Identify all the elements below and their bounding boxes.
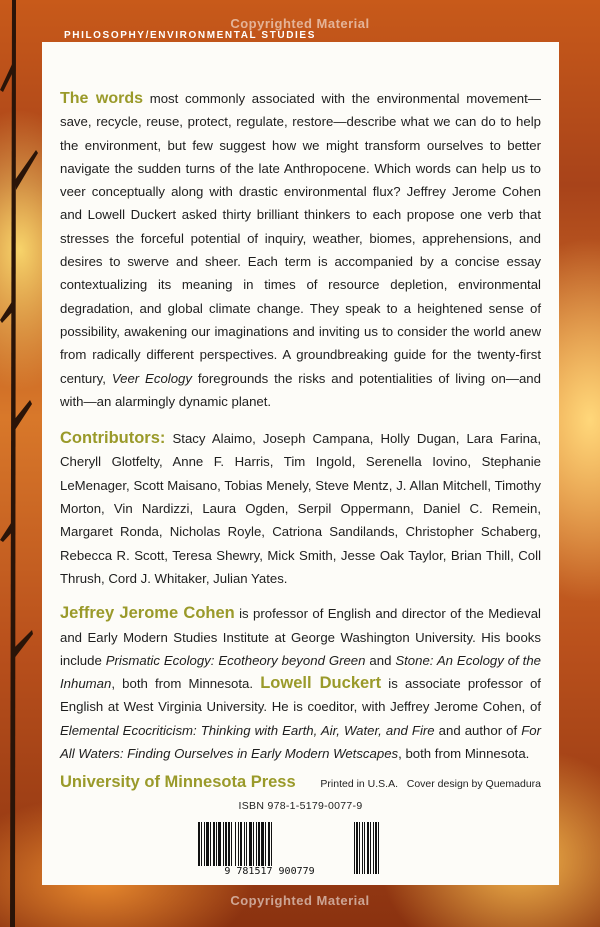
author-name-cohen: Jeffrey Jerome Cohen — [60, 604, 235, 623]
barcode-digits: 9 781517 900779 — [196, 866, 344, 877]
publisher-name: University of Minnesota Press — [60, 773, 296, 792]
barcode-bar — [370, 822, 371, 874]
barcode-bar — [240, 822, 242, 868]
barcode-bar — [362, 822, 363, 874]
barcode-bar — [271, 822, 272, 868]
author-bio-duckert-end: , both from Minnesota. — [398, 746, 530, 762]
barcode-bar — [216, 822, 217, 868]
author-bio-duckert: is associate professor of English at West Virginia University. He is coeditor, with Jeffrey Jerome Cohen, of — [60, 676, 541, 715]
authors-paragraph — [60, 602, 541, 765]
contributors-list: Stacy Alaimo, Joseph Campana, Holly Dugan, Lara Farina, Cheryll Glotfelty, Anne F. Harris, Tim Ingold, Serenella Iovino, Stephanie LeMenager, Scott Maisano, Tobias Menely, Steve Mentz, J. Allan Mitchell, Timothy Morton, Vin Nardizzi, Laura Ogden, Serpil Oppermann, Daniel C. Remein, Margaret Ronda, Nicholas Royle, Catriona Sandilands, Christopher Schaberg, Rebecca R. Scott, Teresa Shewry, Mick Smith, Jesse Oak Taylor, Brian Thill, Coll Thrush, Cord J. Whitaker, Julian Yates. — [60, 431, 541, 586]
barcode-bar — [367, 822, 369, 874]
book-prismatic-ecology: Prismatic Ecology: Ecotheory beyond Green — [105, 652, 366, 668]
and-connector: and — [365, 652, 396, 668]
barcode-bar — [246, 822, 247, 868]
watermark-top: Copyrighted Material — [230, 16, 370, 31]
barcode-bar — [375, 822, 377, 874]
barcode-bar — [198, 822, 200, 868]
author-bio-duckert-mid: and author of — [434, 722, 522, 738]
blurb-text: most commonly associated with the environmental movement—save, recycle, reuse, protect, regulate, restore—describe what we can do to help the environment, but few suggest how we might transform ourselves to better navigate the sudden turns of the late Anthropocene. Which words can help us to veer conceptually along with drastic environmental flux? Jeffrey Jerome Cohen and Lowell Duckert asked thirty brilliant thinkers to each propose one verb that stresses the forceful potential of inquiry, weather, biomes, apprehensions, and desires to swerve and sheer. Each term is accompanied by a concise essay contextualizing its meaning in times of resource depletion, environmental degradation, and global climate change. They speak to a heightened sense of possibility, awakening our imaginations and inviting us to consider the world anew from radically different perspectives. A groundbreaking guide for the twenty-first century, — [60, 91, 541, 386]
print-credits: Printed in U.S.A. Cover design by Quemadura — [320, 778, 541, 791]
barcode-bar — [261, 822, 264, 868]
barcode-bar — [256, 822, 257, 868]
barcode-bar — [210, 822, 211, 868]
book-title-italic: Veer Ecology — [111, 370, 192, 386]
author-bio-cohen: is professor of English and director of the Medieval and Early Modern Studies Institute at George Washington University. His books include — [60, 606, 541, 668]
publisher-row — [60, 773, 541, 792]
blurb-paragraph — [60, 87, 541, 413]
barcode-bar — [378, 822, 379, 874]
book-for-all-waters: For All Waters: Finding Ourselves in Early Modern Wetscapes — [60, 722, 541, 762]
barcode-bar — [354, 822, 355, 874]
isbn-text: ISBN 978-1-5179-0077-9 — [238, 800, 363, 813]
blurb-text-end: foregrounds the risks and potentialities of living on—and with—an alarmingly dynamic planet. — [60, 370, 541, 409]
back-cover-text-panel — [42, 42, 559, 885]
barcode-bar — [238, 822, 239, 868]
author-name-duckert: Lowell Duckert — [260, 674, 382, 693]
barcode-bar — [253, 822, 254, 868]
barcode-bar — [213, 822, 215, 868]
barcode-bar — [206, 822, 209, 868]
barcode-bar — [356, 822, 358, 874]
barcode-bar — [258, 822, 260, 868]
barcode-bar — [201, 822, 202, 868]
contributors-paragraph — [60, 427, 541, 590]
barcode-bar — [235, 822, 236, 868]
barcode-bar — [228, 822, 230, 868]
barcode-bar — [225, 822, 227, 868]
barcode-bar — [364, 822, 365, 874]
book-stone: Stone: An Ecology of the Inhuman — [60, 652, 542, 692]
contributors-heading: Contributors: — [60, 429, 166, 448]
isbn-barcode — [196, 822, 406, 880]
author-bio-cohen-end: , both from Minnesota. — [111, 676, 261, 692]
barcode-bar — [265, 822, 266, 868]
barcode-bar — [204, 822, 205, 868]
barcode-bar — [249, 822, 252, 868]
barcode-bar — [223, 822, 224, 868]
tree-silhouette — [0, 0, 40, 927]
barcode-bar — [244, 822, 245, 868]
blurb-lead: The words — [60, 90, 144, 107]
watermark-bottom: Copyrighted Material — [230, 893, 370, 908]
barcode-bar — [359, 822, 360, 874]
book-elemental-ecocriticism: Elemental Ecocriticism: Thinking with Earth, Air, Water, and Fire — [60, 722, 435, 738]
barcode-bar — [373, 822, 374, 874]
category-label: PHILOSOPHY/ENVIRONMENTAL STUDIES — [64, 30, 316, 41]
barcode-bar — [268, 822, 270, 868]
barcode-bar — [231, 822, 232, 868]
barcode-bar — [218, 822, 221, 868]
